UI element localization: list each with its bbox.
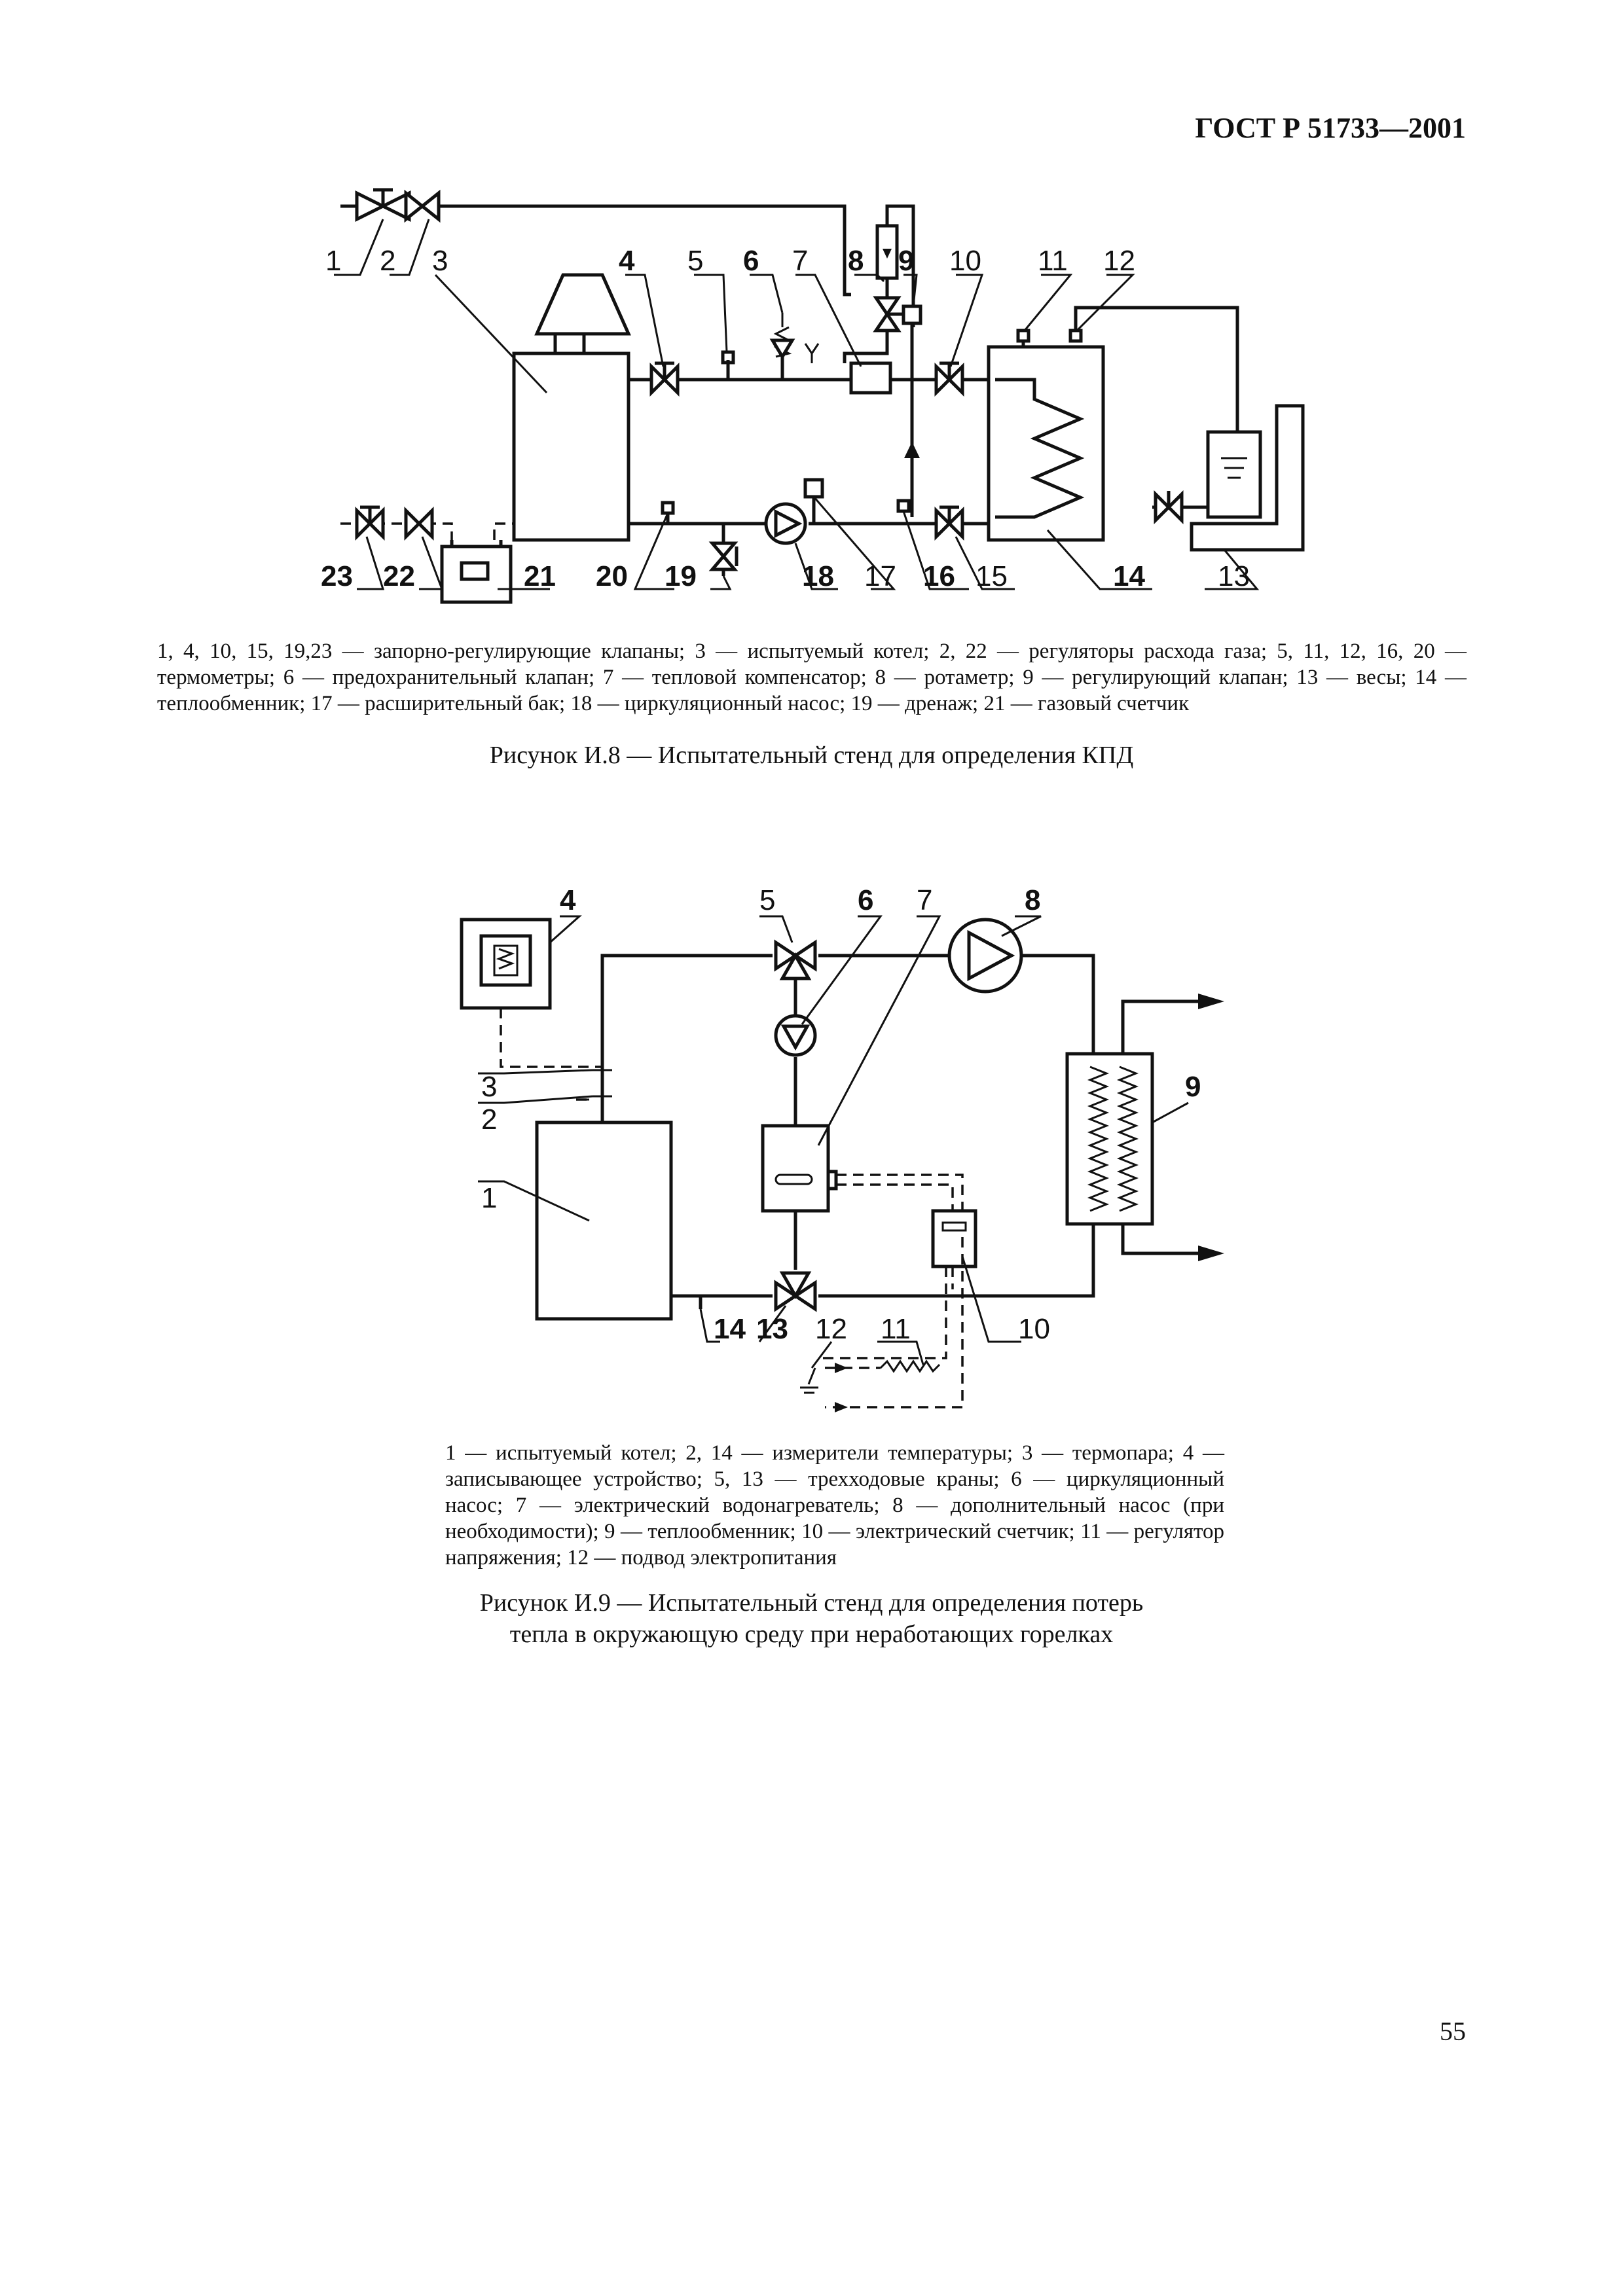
gas-meter-21 bbox=[442, 547, 511, 602]
heat-exchanger-9 bbox=[1067, 1054, 1152, 1224]
label-22: 22 bbox=[383, 560, 415, 592]
label-8: 8 bbox=[848, 245, 864, 277]
valve-15 bbox=[936, 507, 962, 537]
valve-1 bbox=[357, 190, 409, 219]
label-20: 20 bbox=[596, 560, 628, 592]
label-14: 14 bbox=[1113, 560, 1145, 592]
boiler-3 bbox=[514, 353, 629, 540]
label-18: 18 bbox=[802, 560, 834, 592]
three-way-valve-13 bbox=[776, 1273, 815, 1309]
label-1: 1 bbox=[481, 1182, 498, 1214]
label-1: 1 bbox=[325, 245, 342, 277]
figure-1-legend: 1, 4, 10, 15, 19,23 — запорно-регулирующие клапаны; 3 — испытуемый котел; 2, 22 — регуляторы расхода газа; 5, 11, 12, 16, 20 — термометры; 6 — предохранительный клапан; 7 — тепловой компенсатор; 8 — ротаметр; 9 — регулирующий клапан; 13 — весы; 14 — теплообменник; 17 — расширительный бак; 18 — циркуляционный насос; 19 — дренаж; 21 — газовый счетчик bbox=[157, 639, 1467, 715]
figure-1-caption: Рисунок И.8 — Испытательный стенд для определения КПД bbox=[489, 742, 1134, 769]
label-11: 11 bbox=[881, 1313, 911, 1345]
label-10: 10 bbox=[1018, 1313, 1050, 1345]
label-4: 4 bbox=[619, 245, 635, 277]
label-6: 6 bbox=[858, 884, 874, 916]
label-23: 23 bbox=[321, 560, 353, 592]
label-3: 3 bbox=[432, 245, 448, 277]
three-way-valve-5 bbox=[776, 942, 815, 978]
figure-heat-loss-test-stand bbox=[0, 851, 1623, 1440]
valve-scale bbox=[1156, 491, 1182, 520]
label-5: 5 bbox=[687, 245, 704, 277]
boiler-1 bbox=[537, 1122, 671, 1319]
label-9: 9 bbox=[898, 245, 915, 277]
label-12: 12 bbox=[815, 1313, 847, 1345]
label-13: 13 bbox=[756, 1313, 788, 1345]
water-heater-7 bbox=[763, 1126, 828, 1211]
figure-efficiency-test-stand bbox=[0, 0, 1623, 628]
label-15: 15 bbox=[976, 560, 1008, 592]
label-5: 5 bbox=[759, 884, 776, 916]
standard-header: ГОСТ Р 51733—2001 bbox=[1195, 112, 1466, 144]
valve-10 bbox=[936, 363, 962, 393]
recorder-4 bbox=[462, 920, 550, 1008]
label-16: 16 bbox=[923, 560, 955, 592]
label-10: 10 bbox=[949, 245, 981, 277]
tank-on-scale bbox=[1208, 432, 1260, 517]
valve-22 bbox=[406, 511, 432, 537]
label-13: 13 bbox=[1218, 560, 1250, 592]
label-12: 12 bbox=[1103, 245, 1135, 277]
label-8: 8 bbox=[1025, 884, 1041, 916]
valve-4 bbox=[651, 363, 678, 393]
valve-2 bbox=[406, 193, 439, 219]
label-11: 11 bbox=[1038, 245, 1068, 277]
label-14: 14 bbox=[714, 1313, 746, 1345]
label-2: 2 bbox=[380, 245, 396, 277]
label-2: 2 bbox=[481, 1103, 498, 1136]
page-number: 55 bbox=[1440, 2017, 1466, 2046]
label-7: 7 bbox=[917, 884, 933, 916]
valve-23 bbox=[357, 507, 383, 537]
label-3: 3 bbox=[481, 1071, 498, 1103]
label-9: 9 bbox=[1185, 1071, 1201, 1103]
figure-2-caption-line-2: тепла в окружающую среду при неработающих горелках bbox=[509, 1621, 1114, 1648]
label-4: 4 bbox=[560, 884, 576, 916]
label-17: 17 bbox=[864, 560, 896, 592]
electric-meter-10 bbox=[933, 1211, 976, 1266]
figure-2-legend: 1 — испытуемый котел; 2, 14 — измерители температуры; 3 — термопара; 4 — записывающее устройство; 5, 13 — трехходовые краны; 6 — циркуляционный насос; 7 — электрический водонагреватель; 8 — дополнительный насос (при необходимости); 9 — теплообменник; 10 — электрический счетчик; 11 — регулятор напряжения; 12 — подвод электропитания bbox=[445, 1441, 1224, 1570]
heat-compensator-7 bbox=[851, 363, 890, 393]
label-6: 6 bbox=[743, 245, 759, 277]
label-7: 7 bbox=[792, 245, 809, 277]
figure-2-caption-line-1: Рисунок И.9 — Испытательный стенд для определения потерь bbox=[479, 1589, 1144, 1617]
label-21: 21 bbox=[524, 560, 556, 592]
label-19: 19 bbox=[665, 560, 697, 592]
